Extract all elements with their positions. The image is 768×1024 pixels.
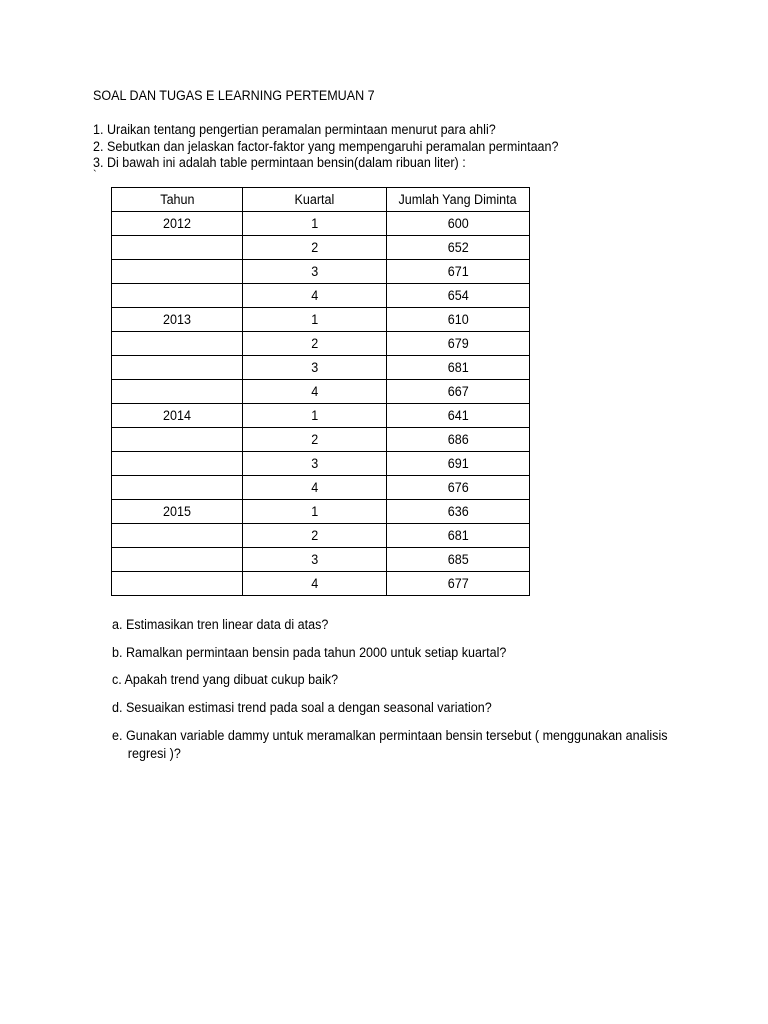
table-body [112, 212, 530, 596]
cell-kuartal: 4 [243, 572, 387, 596]
question-item: 1. Uraikan tentang pengertian peramalan permintaan menurut para ahli? [93, 122, 496, 137]
cell-tahun [112, 284, 243, 308]
cell-jumlah: 652 [387, 236, 530, 260]
cell-jumlah: 677 [387, 572, 530, 596]
cell-kuartal: 2 [243, 428, 387, 452]
table-row [112, 284, 530, 308]
cell-kuartal: 1 [243, 500, 387, 524]
question-item: 3. Di bawah ini adalah table permintaan bensin(dalam ribuan liter) : [93, 155, 466, 170]
cell-jumlah: 610 [387, 308, 530, 332]
cell-tahun [112, 572, 243, 596]
cell-tahun [112, 548, 243, 572]
sub-question-text: d. Sesuaikan estimasi trend pada soal a dengan seasonal variation? [112, 700, 492, 715]
cell-tahun: 2015 [112, 500, 243, 524]
cell-kuartal: 4 [243, 476, 387, 500]
cell-tahun [112, 524, 243, 548]
cell-tahun [112, 260, 243, 284]
cell-tahun [112, 428, 243, 452]
sub-question [112, 644, 506, 662]
cell-jumlah: 654 [387, 284, 530, 308]
table-row [112, 524, 530, 548]
table-row [112, 500, 530, 524]
cell-tahun [112, 476, 243, 500]
sub-question [112, 616, 328, 634]
cell-kuartal: 1 [243, 212, 387, 236]
document-title: SOAL DAN TUGAS E LEARNING PERTEMUAN 7 [93, 88, 375, 103]
cell-jumlah: 641 [387, 404, 530, 428]
cell-tahun [112, 236, 243, 260]
cell-jumlah: 600 [387, 212, 530, 236]
cell-jumlah: 685 [387, 548, 530, 572]
table-row [112, 212, 530, 236]
cell-tahun [112, 356, 243, 380]
demand-table [111, 187, 530, 596]
table-header-row [112, 188, 530, 212]
table-row [112, 260, 530, 284]
cell-kuartal: 3 [243, 452, 387, 476]
cell-tahun [112, 332, 243, 356]
table-row [112, 548, 530, 572]
cell-tahun: 2013 [112, 308, 243, 332]
cell-kuartal: 3 [243, 260, 387, 284]
sub-question [112, 671, 338, 689]
cell-tahun: 2014 [112, 404, 243, 428]
stray-mark: ` [93, 169, 97, 181]
cell-jumlah: 671 [387, 260, 530, 284]
header-kuartal: Kuartal [243, 188, 387, 212]
sub-question [112, 727, 668, 763]
cell-tahun [112, 452, 243, 476]
cell-kuartal: 4 [243, 380, 387, 404]
cell-kuartal: 1 [243, 308, 387, 332]
cell-kuartal: 1 [243, 404, 387, 428]
cell-tahun: 2012 [112, 212, 243, 236]
table-row [112, 404, 530, 428]
cell-jumlah: 636 [387, 500, 530, 524]
cell-kuartal: 2 [243, 236, 387, 260]
cell-jumlah: 686 [387, 428, 530, 452]
cell-jumlah: 691 [387, 452, 530, 476]
table-row [112, 452, 530, 476]
cell-jumlah: 681 [387, 356, 530, 380]
table-row [112, 308, 530, 332]
cell-jumlah: 681 [387, 524, 530, 548]
sub-question [112, 699, 492, 717]
cell-jumlah: 667 [387, 380, 530, 404]
table-row [112, 428, 530, 452]
cell-kuartal: 2 [243, 332, 387, 356]
question-item: 2. Sebutkan dan jelaskan factor-faktor yang mempengaruhi peramalan permintaan? [93, 138, 559, 154]
sub-question-text: c. Apakah trend yang dibuat cukup baik? [112, 672, 339, 687]
table-row [112, 332, 530, 356]
cell-kuartal: 2 [243, 524, 387, 548]
table-row [112, 356, 530, 380]
cell-kuartal: 3 [243, 356, 387, 380]
sub-question-continuation: regresi )? [127, 746, 181, 761]
header-tahun: Tahun [112, 188, 243, 212]
sub-question-text: a. Estimasikan tren linear data di atas? [112, 617, 329, 632]
sub-question-text: e. Gunakan variable dammy untuk meramalkan permintaan bensin tersebut ( menggunakan analisis [112, 728, 668, 743]
table-row [112, 476, 530, 500]
sub-question-text: b. Ramalkan permintaan bensin pada tahun 2000 untuk setiap kuartal? [112, 645, 507, 660]
cell-jumlah: 679 [387, 332, 530, 356]
question-list [93, 122, 559, 172]
cell-tahun [112, 380, 243, 404]
cell-jumlah: 676 [387, 476, 530, 500]
table-row [112, 380, 530, 404]
cell-kuartal: 4 [243, 284, 387, 308]
table-row [112, 236, 530, 260]
header-jumlah: Jumlah Yang Diminta [387, 188, 530, 212]
table-row [112, 572, 530, 596]
cell-kuartal: 3 [243, 548, 387, 572]
